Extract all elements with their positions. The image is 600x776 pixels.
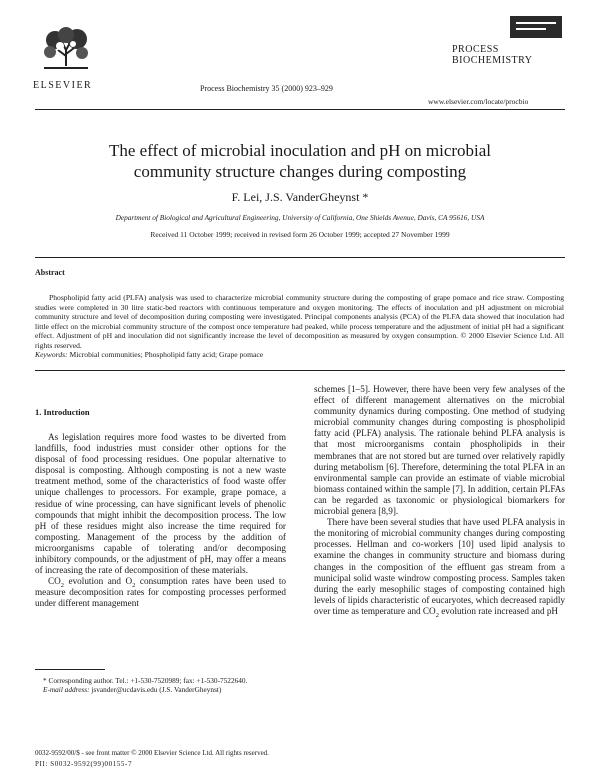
footnote-contact: * Corresponding author. Tel.: +1-530-7520989; fax: +1-530-7522640. <box>43 676 248 685</box>
footnote-email <box>35 685 286 694</box>
abstract-bottom-rule <box>35 370 565 371</box>
keywords-list: Microbial communities; Phospholipid fatty acid; Grape pomace <box>67 350 264 359</box>
publisher-name: ELSEVIER <box>33 80 93 91</box>
email-label: E-mail address: <box>43 685 90 694</box>
title-line-1: The effect of microbial inoculation and pH on microbial <box>108 141 492 160</box>
journal-url-link[interactable]: www.elsevier.com/locate/procbio <box>428 97 529 106</box>
text-run: consumption rates have been used to measure decomposition rates for composting processes performed under different management <box>35 576 287 609</box>
abstract-heading: Abstract <box>35 268 65 277</box>
journal-logo-graphic <box>450 14 562 42</box>
copyright-line: 0032-9592/00/$ - see front matter © 2000 Elsevier Science Ltd. All rights reserved. <box>35 749 269 757</box>
article-title <box>40 140 560 182</box>
journal-citation: Process Biochemistry 35 (2000) 923–929 <box>200 84 333 93</box>
keywords-label: Keywords: <box>35 350 68 359</box>
journal-name-line1: PROCESS <box>452 44 499 55</box>
subscript: 2 <box>60 582 64 590</box>
email-value[interactable]: jsvander@ucdavis.edu (J.S. VanderGheynst) <box>89 685 222 694</box>
text-run: CO <box>48 576 61 587</box>
pii-line: PII: S0032-9592(99)00155-7 <box>35 760 133 768</box>
section-heading-introduction: 1. Introduction <box>35 407 90 417</box>
text-run: evolution and O <box>63 576 133 587</box>
left-column <box>35 432 286 610</box>
affiliation: Department of Biological and Agricultural Engineering, University of California, One Shields Avenue, Davis, CA 95616, USA <box>115 213 485 222</box>
title-line-2: community structure changes during composting <box>133 162 467 181</box>
intro-paragraph-3: schemes [1–5]. However, there have been very few analyses of the effect of different management alternatives on the microbial community dynamics during composting. One method of studying microbial community changes during composting is phospholipid fatty acid (PLFA) analysis. The rationale behind PLFA analysis is that most microorganisms contain phospholipids in their membranes that are not stored but are turned over relatively rapidly during metabolism [6]. Therefore, determining the total PLFA in an environmental sample can provide an estimate of viable microbial biomass contained within the sample [7]. In addition, certain PLFAs can be regarded as taxonomic or physiological biomarkers for microbial genera [8,9]. <box>314 384 565 517</box>
corresponding-author-footnote <box>35 676 286 694</box>
journal-name <box>452 44 532 66</box>
subscript: 2 <box>435 611 439 619</box>
text-run: There have been several studies that have used PLFA analysis in the monitoring of microbial community changes during composting processes. Hellman and co-workers [10] used lipid analysis to examine the changes in community structure and biomass during changes in the composition of the effluent gas stream from a municipal solid waste windrow composting process. Samples taken during the early mesophilic stages of composting contained high levels of lipids characteristic of eucaryotes, which decreased rapidly over time as temperature and CO <box>314 517 565 616</box>
footnote-rule <box>35 669 105 670</box>
abstract-top-rule <box>35 257 565 258</box>
keywords-line <box>35 350 263 359</box>
intro-paragraph-2 <box>35 576 286 609</box>
intro-paragraph-4 <box>314 517 565 617</box>
header-rule <box>35 109 565 110</box>
abstract-body: Phospholipid fatty acid (PLFA) analysis was used to characterize microbial community structure during the composting of grape pomace and rice straw. Composting studies were completed in 30 litre static-bed reactors with continuous temperature and oxygen monitoring. The effects of inoculation and pH adjustment on microbial community structure and level of decomposition during composting were investigated. Principal components analysis (PCA) of the PLFA data showed that inoculation had little effect on the microbial community structure of the compost once temperature had peaked, while process temperature and the adjustment of initial pH had a significant effect. Adjustment of pH and inoculation did not significantly increase the level of decomposition as measured by oxygen consumption. © 2000 Elsevier Science Ltd. All rights reserved. <box>35 293 564 350</box>
subscript: 2 <box>132 582 136 590</box>
text-run: evolution rate increased and pH <box>438 605 559 616</box>
received-dates: Received 11 October 1999; received in revised form 26 October 1999; accepted 27 November 1999 <box>150 230 450 239</box>
elsevier-tree-logo <box>40 26 92 70</box>
right-column <box>314 384 565 617</box>
author-list: F. Lei, J.S. VanderGheynst * <box>231 190 369 204</box>
intro-paragraph-1: As legislation requires more food wastes to be diverted from landfills, food industries must consider other options for the disposal of food processing residues. One popular alternative to disposal is composting. Although composting is not a new waste treatment method, some of the characteristics of food waste offer unique challenges to processors. For example, grape pomace, a residue of wine processing, can have significant levels of phenolic compounds that might inhibit the decomposition process. The low pH of these residues might also increase the time required for composting. Management of the process by the addition of microorganisms capable of tolerating and/or decomposing inhibitory compounds, or the adjustment of pH, may offer a means of increasing the rate of decomposition of these materials. <box>35 432 286 576</box>
journal-name-line2: BIOCHEMISTRY <box>452 55 533 66</box>
